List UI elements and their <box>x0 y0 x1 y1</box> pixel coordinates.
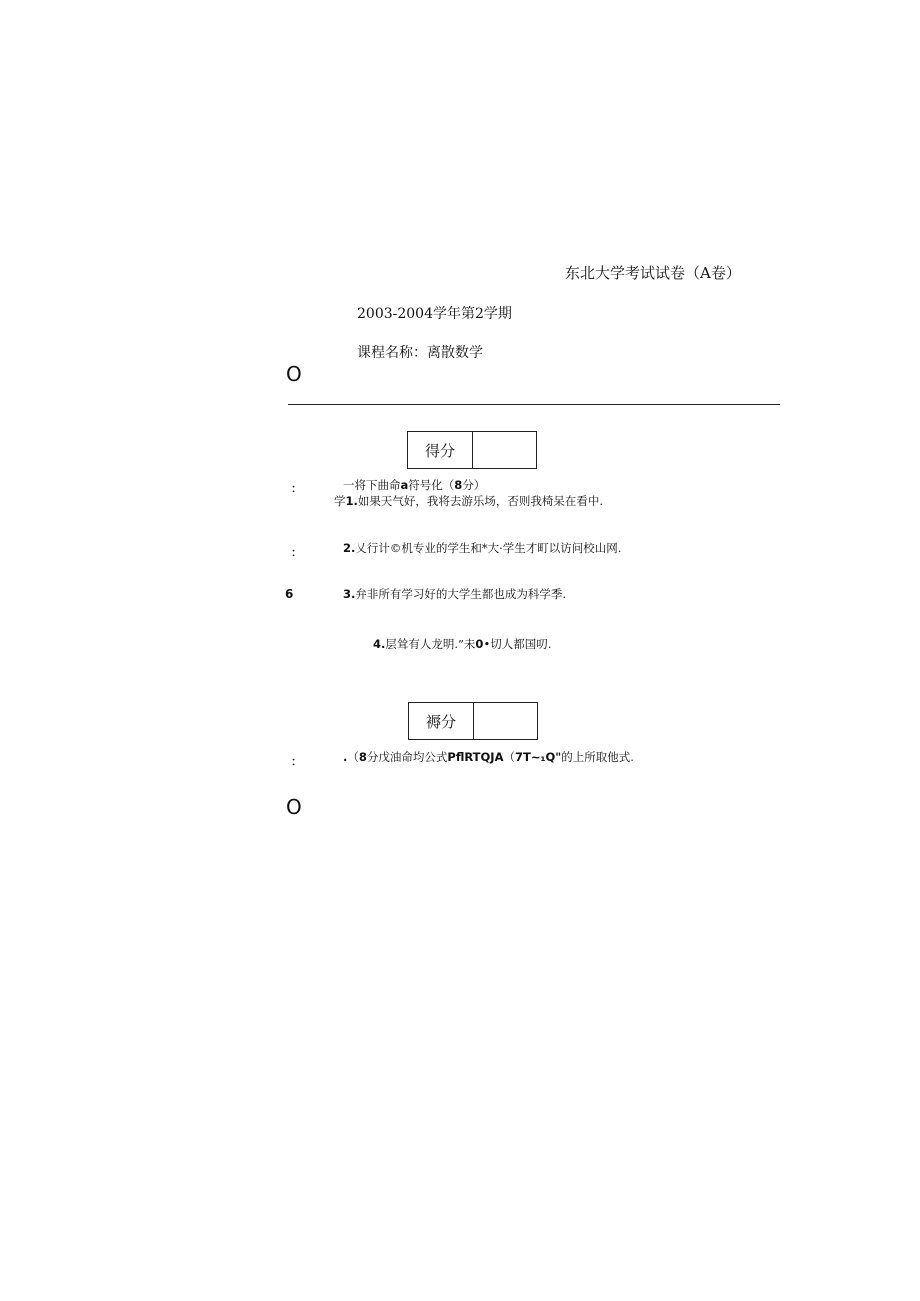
q1-number: 1. <box>345 494 358 508</box>
score-label-2: 褥分 <box>409 703 474 739</box>
q-points: 8 <box>358 750 367 764</box>
score-box-1 <box>407 431 537 469</box>
q-open: （ <box>347 750 359 764</box>
q-open2: （ <box>503 750 515 764</box>
q2-number: 2. <box>343 541 356 555</box>
intro-end: 分） <box>462 478 486 492</box>
term-line: 2003-2004学年第2学期 <box>357 306 512 322</box>
q1-prefix: 学 <box>334 494 346 508</box>
score-value-cell-1 <box>473 432 536 468</box>
binding-hole-mark-bottom: O <box>286 795 302 819</box>
q2-text: 乂行计©机专业的学生和*大·学生才町以访问校山网. <box>355 541 622 555</box>
q4-bold: 0 <box>475 637 484 651</box>
q-text-a: 分戊油命均公式 <box>366 750 448 764</box>
score-value-cell-2 <box>474 703 537 739</box>
q4-text-b: •切人都国叨. <box>483 637 552 651</box>
margin-colon-1: ： <box>291 482 302 495</box>
q-formula2: 7T~₁Q" <box>514 750 562 764</box>
course-name: 课程名称：离散数学 <box>357 345 483 361</box>
margin-colon-3: ： <box>291 755 302 768</box>
question-3 <box>343 586 566 602</box>
margin-six: 6 <box>285 587 294 601</box>
intro-bold: a <box>400 478 409 492</box>
question-2 <box>343 540 621 556</box>
section2-question <box>343 749 634 765</box>
score-label-1: 得分 <box>408 432 473 468</box>
q3-number: 3. <box>343 587 356 601</box>
q4-number: 4. <box>373 637 386 651</box>
header-divider <box>288 404 780 405</box>
q-formula: PflRTQJA <box>447 750 504 764</box>
score-box-2 <box>408 702 538 740</box>
intro-points: 8 <box>454 478 463 492</box>
q1-text: 如果天气好，我将去游乐场，否则我椅呆在看中. <box>357 494 604 508</box>
q3-text: 弁非所有学习好的大学生都也成为科学季. <box>355 587 567 601</box>
q-dot: . <box>343 750 348 764</box>
binding-hole-mark-top: O <box>286 362 302 386</box>
exam-title: 东北大学考试试卷（A卷） <box>565 264 741 282</box>
intro-post: 符号化（ <box>408 478 455 492</box>
section1-instructions <box>343 477 485 493</box>
q-text-b: 的上所取他式. <box>561 750 634 764</box>
intro-pre: 一将下曲命 <box>343 478 401 492</box>
q4-text-a: 层耸有人龙明.”未 <box>385 637 476 651</box>
question-1 <box>334 493 603 509</box>
question-4 <box>373 636 551 652</box>
margin-colon-2: ： <box>291 546 302 559</box>
